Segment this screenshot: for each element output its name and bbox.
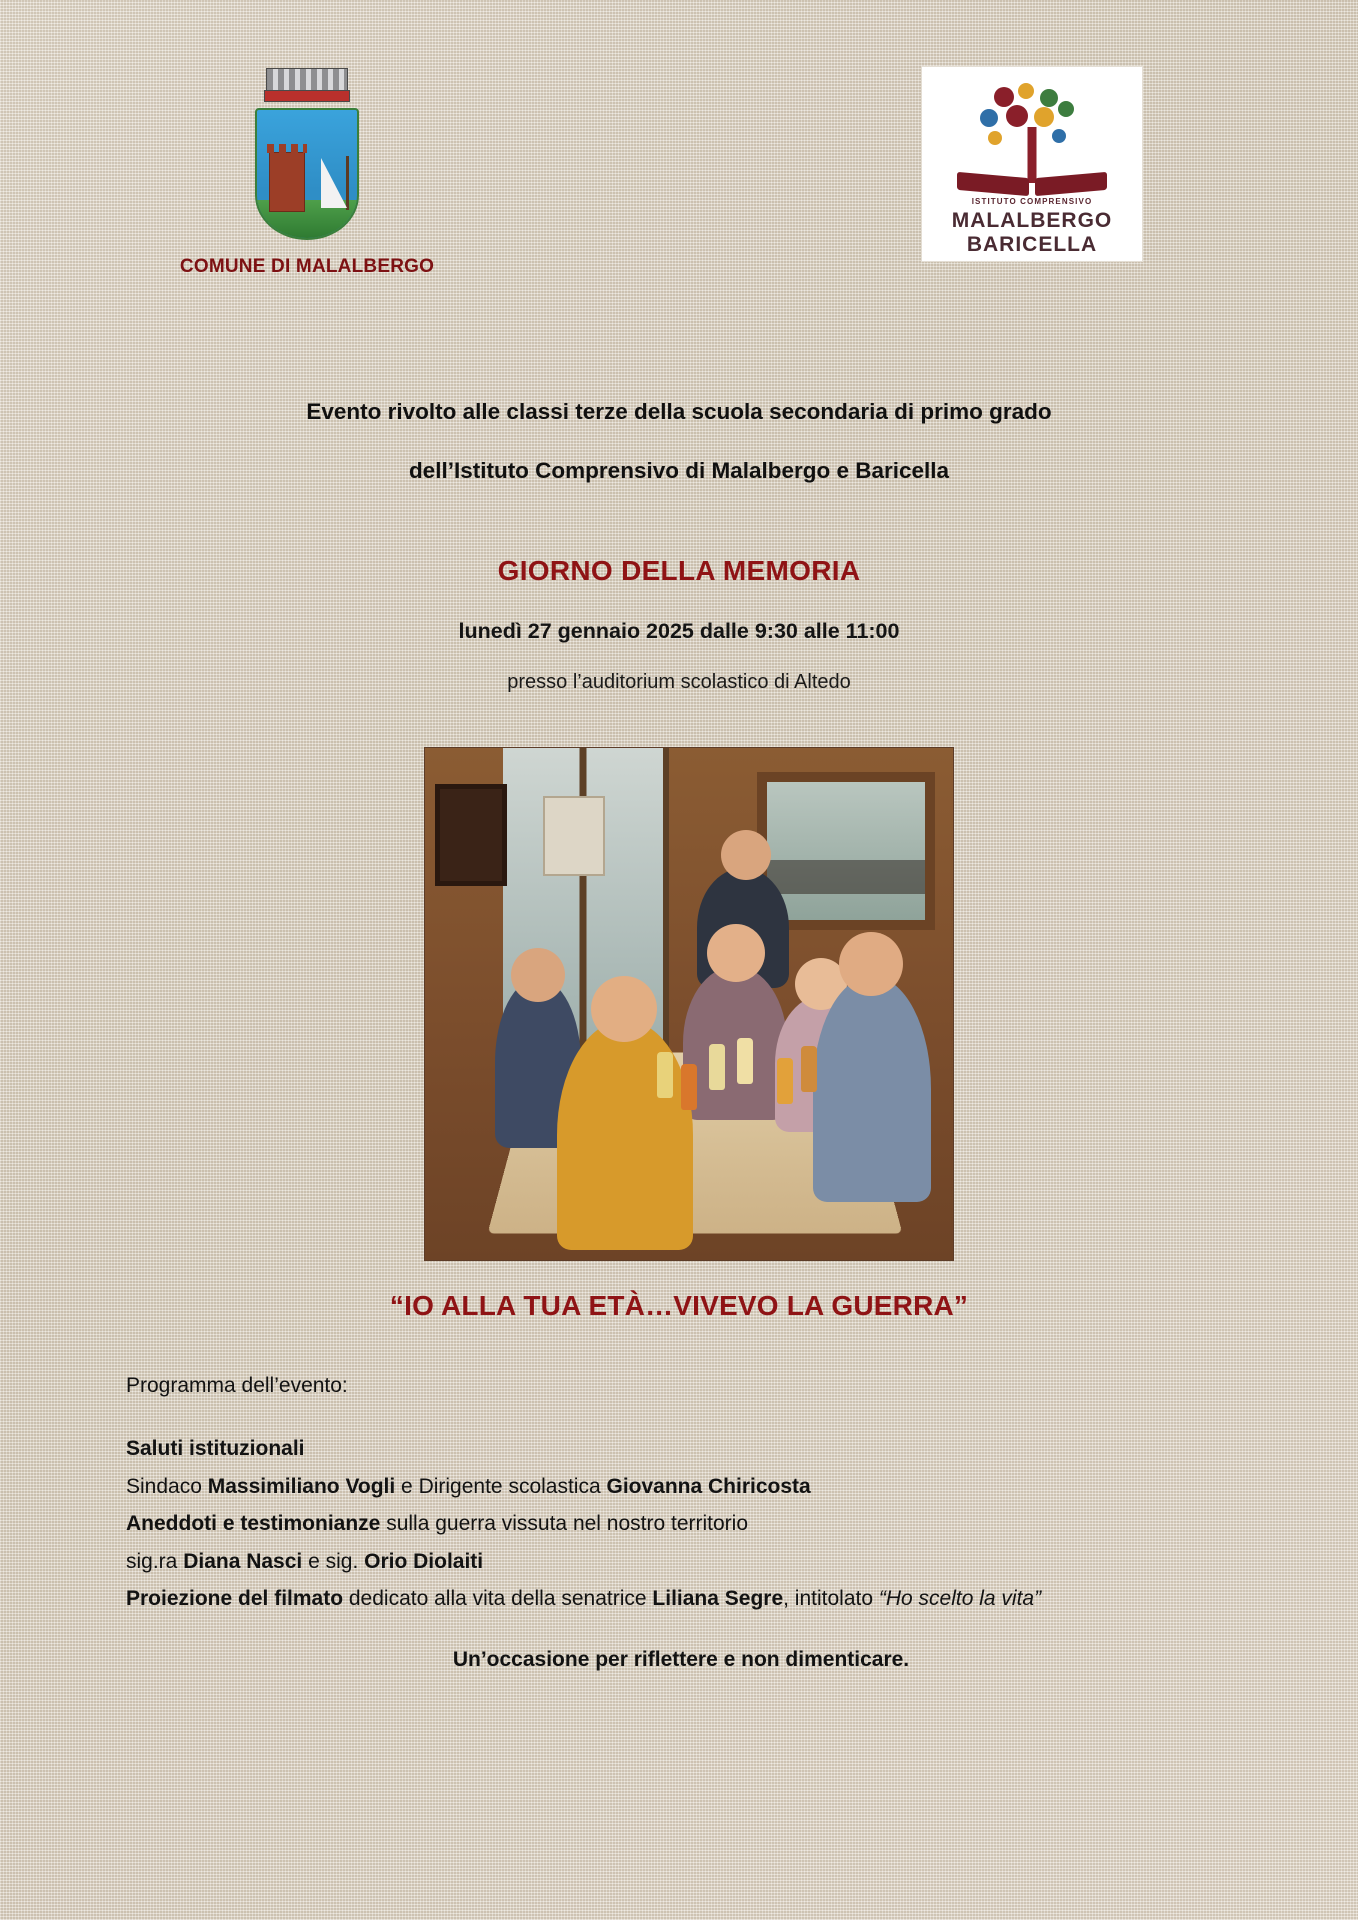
programme-item-name: Liliana Segre <box>652 1586 784 1610</box>
school-logo-subtitle: ISTITUTO COMPRENSIVO <box>971 197 1093 206</box>
school-logo <box>921 66 1143 262</box>
event-place: presso l’auditorium scolastico di Altedo <box>507 670 851 693</box>
programme-item <box>126 1430 1236 1467</box>
programme-item-text: Sindaco <box>126 1474 208 1498</box>
programme-item-lead: Proiezione del filmato <box>126 1586 344 1610</box>
programme-item-name: Giovanna Chiricosta <box>606 1474 811 1498</box>
programme-item-text: e sig. <box>302 1549 365 1573</box>
programme-item <box>126 1468 1236 1505</box>
programme-item-text: dedicato alla vita della senatrice <box>343 1586 653 1610</box>
municipality-crest-block <box>179 60 435 277</box>
poster-intro-block <box>0 395 1358 694</box>
programme-item <box>126 1580 1236 1617</box>
programme-item <box>126 1543 1236 1580</box>
school-logo-name-line2: BARICELLA <box>966 233 1098 256</box>
intro-line-1: Evento rivolto alle classi terze della scuola secondaria di primo grado <box>306 399 1052 424</box>
programme-item-film-title: “Ho scelto la vita” <box>878 1586 1042 1610</box>
programme-closing: Un’occasione per riflettere e non dimenticare. <box>452 1648 910 1672</box>
programme-item-text: sig.ra <box>126 1549 184 1573</box>
intro-line-2: dell’Istituto Comprensivo di Malalbergo e Baricella <box>408 457 950 483</box>
programme-item-text: , intitolato <box>783 1586 879 1610</box>
programme-item-lead: Aneddoti e testimonianze <box>126 1512 381 1536</box>
book-icon <box>957 175 1107 195</box>
programme-heading: Programma dell’evento: <box>126 1374 348 1397</box>
school-logo-name-line1: MALALBERGO <box>951 209 1113 232</box>
event-illustration <box>424 747 954 1261</box>
programme-item-name: Massimiliano Vogli <box>207 1474 396 1498</box>
poster-header <box>0 60 1358 280</box>
event-title: GIORNO DELLA MEMORIA <box>497 554 861 586</box>
event-date: lunedì 27 gennaio 2025 dalle 9:30 alle 11:00 <box>458 618 900 643</box>
crown-icon <box>264 68 350 102</box>
shield-icon <box>255 108 359 240</box>
programme-item-name: Diana Nasci <box>183 1549 303 1573</box>
programme-item <box>126 1505 1236 1542</box>
programme-block <box>126 1367 1236 1679</box>
municipality-caption: COMUNE DI MALALBERGO <box>179 256 435 277</box>
programme-item-name: Orio Diolaiti <box>364 1549 484 1573</box>
programme-item-lead: Saluti istituzionali <box>126 1437 305 1461</box>
programme-item-text: e Dirigente scolastica <box>395 1474 607 1498</box>
event-quote: “IO ALLA TUA ETÀ…VIVEVO LA GUERRA” <box>389 1290 969 1321</box>
coat-of-arms-icon <box>247 60 367 250</box>
tree-icon <box>922 83 1142 179</box>
programme-item-text: sulla guerra vissuta nel nostro territorio <box>380 1512 749 1536</box>
